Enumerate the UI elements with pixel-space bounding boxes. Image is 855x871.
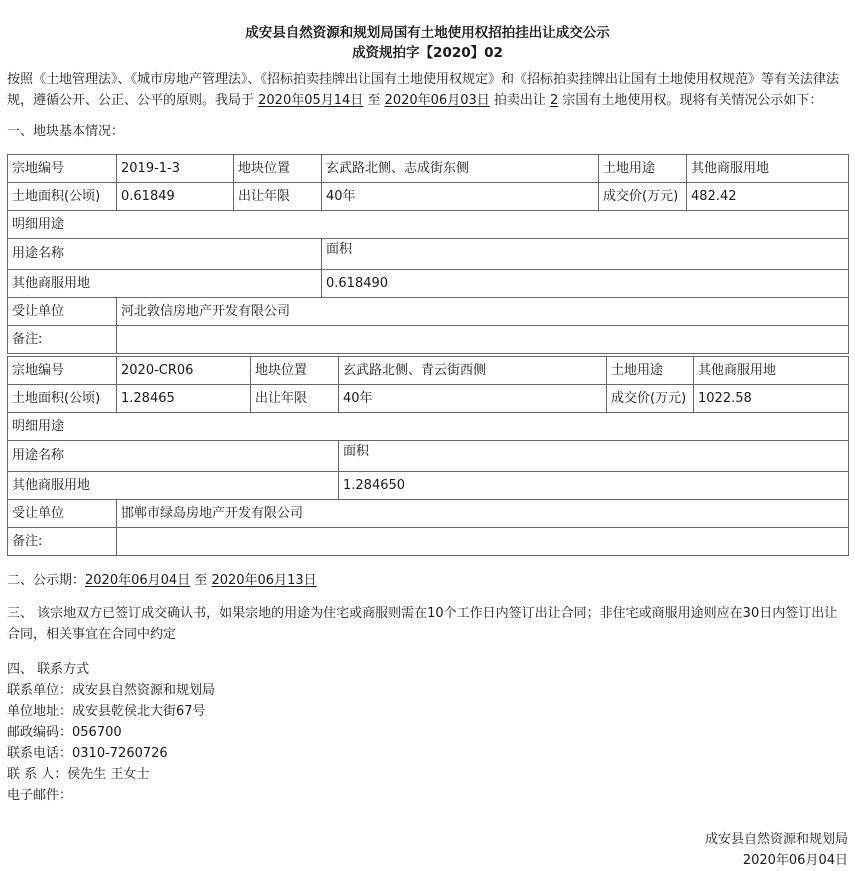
label-location: 地块位置 — [251, 357, 339, 385]
parcel-area: 1.28465 — [117, 385, 251, 413]
parcel-no: 2020-CR06 — [117, 357, 251, 385]
intro-paragraph — [7, 69, 848, 111]
label-use-name: 用途名称 — [8, 441, 339, 472]
document-number: 成资规拍字【2020】02 — [352, 45, 503, 61]
parcel-term: 40年 — [322, 183, 599, 211]
grantee: 邯郸市绿岛房地产开发有限公司 — [117, 500, 849, 528]
table-row — [8, 357, 849, 385]
contact-email: 电子邮件： — [7, 788, 73, 803]
label-use-name: 用途名称 — [8, 239, 322, 270]
intro-text: 至 — [363, 93, 385, 108]
table-row — [8, 528, 849, 556]
section-4-heading: 四、 联系方式 — [7, 662, 90, 677]
table-row — [8, 413, 849, 441]
parcel-location: 玄武路北侧、志成街东侧 — [322, 155, 599, 183]
label-term: 出让年限 — [251, 385, 339, 413]
table-row — [8, 270, 849, 298]
parcel-term: 40年 — [339, 385, 607, 413]
parcel-area: 0.61849 — [117, 183, 234, 211]
parcel-price: 482.42 — [687, 183, 849, 211]
label-land-use: 土地用途 — [599, 155, 687, 183]
remarks — [117, 326, 849, 354]
table-row — [8, 183, 849, 211]
signature-org: 成安县自然资源和规划局 — [704, 832, 848, 847]
label-parcel-no: 宗地编号 — [8, 155, 117, 183]
detail-area: 0.618490 — [322, 270, 849, 298]
table-row — [8, 326, 849, 354]
grantee: 河北敦信房地产开发有限公司 — [117, 298, 849, 326]
label-remarks: 备注: — [8, 528, 117, 556]
contact-postcode: 邮政编码：056700 — [7, 725, 122, 740]
parcel-no: 2019-1-3 — [117, 155, 234, 183]
section-2-publicity-period — [7, 570, 848, 591]
section-2-label: 二、公示期： — [7, 573, 86, 588]
contact-unit: 联系单位：成安县自然资源和规划局 — [7, 683, 216, 698]
parcel-land-use: 其他商服用地 — [694, 357, 849, 385]
remarks — [117, 528, 849, 556]
contact-phone: 联系电话：0310-7260726 — [7, 746, 168, 761]
section-2-separator: 至 — [190, 573, 212, 588]
detail-use-name: 其他商服用地 — [8, 472, 339, 500]
contact-person: 联 系 人：侯先生 王女士 — [7, 767, 150, 782]
label-detail-use: 明细用途 — [8, 211, 849, 239]
detail-area: 1.284650 — [339, 472, 849, 500]
intro-text: 按照《土地管理法》、《城市房地产管理法》、《招标拍卖挂牌出让国有土地使用权规定》和《招标拍卖挂牌出让国有土地使用权规范》等有关法律法规，遵循公开、公正、公平的原则。我局于 — [7, 72, 840, 108]
label-area: 土地面积(公顷) — [8, 385, 117, 413]
label-area-col: 面积 — [322, 239, 849, 270]
parcel-table-2 — [7, 356, 849, 556]
label-area: 土地面积(公顷) — [8, 183, 117, 211]
signature-date: 2020年06月04日 — [742, 853, 848, 868]
section-1-heading: 一、地块基本情况： — [7, 124, 125, 139]
publicity-start-date: 2020年06月04日 — [85, 573, 191, 588]
signature-block — [705, 829, 848, 871]
intro-text: 拍卖出让 — [489, 93, 551, 108]
announcement-document — [7, 0, 848, 806]
section-3-contract-notice: 三、 该宗地双方已签订成交确认书，如果宗地的用途为住宅或商服则需在10个工作日内签订出让合同；非住宅或商服用途则应在30日内签订出让合同，相关事宜在合同中约定 — [7, 606, 838, 642]
table-row — [8, 239, 849, 270]
detail-use-name: 其他商服用地 — [8, 270, 322, 298]
table-row — [8, 211, 849, 239]
intro-text: 宗国有土地使用权。现将有关情况公示如下： — [558, 93, 823, 108]
table-row — [8, 385, 849, 413]
label-price: 成交价(万元) — [607, 385, 694, 413]
table-row — [8, 441, 849, 472]
label-detail-use: 明细用途 — [8, 413, 849, 441]
auction-start-date: 2020年05月14日 — [258, 93, 364, 108]
label-grantee: 受让单位 — [8, 298, 117, 326]
table-row — [8, 500, 849, 528]
label-parcel-no: 宗地编号 — [8, 357, 117, 385]
label-grantee: 受让单位 — [8, 500, 117, 528]
label-land-use: 土地用途 — [607, 357, 694, 385]
label-term: 出让年限 — [234, 183, 322, 211]
auction-end-date: 2020年06月03日 — [384, 93, 490, 108]
parcel-location: 玄武路北侧、青云街西侧 — [339, 357, 607, 385]
contact-address: 单位地址：成安县乾侯北大街67号 — [7, 704, 206, 719]
parcel-land-use: 其他商服用地 — [687, 155, 849, 183]
publicity-end-date: 2020年06月13日 — [211, 573, 317, 588]
parcel-count: 2 — [550, 93, 559, 108]
page-title: 成安县自然资源和规划局国有土地使用权招拍挂出让成交公示 — [245, 25, 610, 41]
parcel-price: 1022.58 — [694, 385, 849, 413]
label-area-col: 面积 — [339, 441, 849, 472]
table-row — [8, 298, 849, 326]
parcel-table-1 — [7, 154, 849, 354]
label-price: 成交价(万元) — [599, 183, 687, 211]
label-location: 地块位置 — [234, 155, 322, 183]
table-row — [8, 155, 849, 183]
table-row — [8, 472, 849, 500]
label-remarks: 备注: — [8, 326, 117, 354]
